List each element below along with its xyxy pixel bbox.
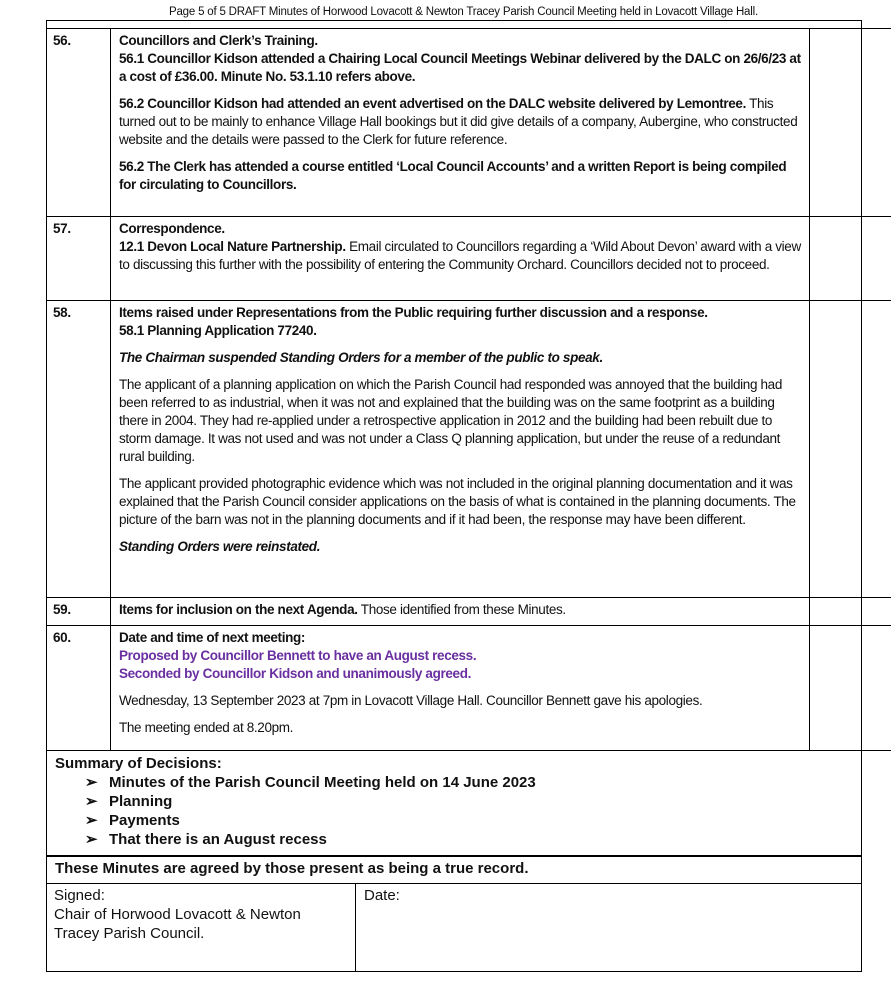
summary-item [85,773,853,792]
summary-item-text: Payments [109,812,180,829]
minute-row-58 [47,301,891,598]
minute-subheading: 58.1 Planning Application 77240. [119,323,317,338]
summary-of-decisions [46,753,862,856]
arrow-bullet-icon: ➢ [85,831,98,848]
summary-item [85,830,853,849]
summary-item [85,792,853,811]
minute-paragraph: The applicant of a planning application on which the Parish Council had responded was annoyed that the building had been referred to as industrial, when it was not and explained that the building was on the same footprint as a building there in 2004. They had re-applied under a retrospective application in 2012 and the building had been rebuilt due to storm damage. It was not used and was not under a Class Q planning application, but under the reuse of a redundant rural building. [119,377,782,464]
minute-paragraph [119,95,803,149]
summary-item-text: Minutes of the Parish Council Meeting held on 14 June 2023 [109,774,536,791]
minute-row-57 [47,217,891,301]
minute-subheading: 12.1 Devon Local Nature Partnership. [119,239,346,254]
minute-row-56 [47,29,891,217]
page-header-text: Page 5 of 5 DRAFT Minutes of Horwood Lovacott & Newton Tracey Parish Council Meeting held in Lovacott Village Hall. [169,6,758,18]
minute-side-column [810,301,891,598]
minute-row-59 [47,598,891,626]
minute-side-column [810,598,891,626]
summary-list [55,773,853,849]
summary-item-text: Planning [109,793,173,810]
minute-body [111,598,810,626]
signed-label: Signed: [54,887,105,904]
agreement-statement: These Minutes are agreed by those present as being a true record. [46,856,862,884]
minute-title: Items for inclusion on the next Agenda. [119,602,358,617]
minute-note: The Chairman suspended Standing Orders for a member of the public to speak. [119,350,603,365]
signature-row [46,884,862,972]
minute-body [111,217,810,301]
minute-number: 56. [47,29,111,217]
minute-number: 60. [47,626,111,751]
minute-title: Correspondence. [119,221,225,236]
minute-row-60 [47,626,891,751]
summary-item [85,811,853,830]
minute-title: Date and time of next meeting: [119,630,306,645]
signed-line: Chair of Horwood Lovacott & Newton [54,906,301,923]
minute-paragraph: Wednesday, 13 September 2023 at 7pm in Lovacott Village Hall. Councillor Bennett gave his apologies. [119,693,703,708]
minute-text: Email circulated to Councillors regarding a ‘Wild About Devon’ award with a view to discussing this further with the possibility of entering the Community Orchard. Councillors decided not to proceed. [119,239,801,272]
minute-paragraph: The meeting ended at 8.20pm. [119,720,294,735]
motion-seconded: Seconded by Councillor Kidson and unanimously agreed. [119,666,472,681]
minute-number: 58. [47,301,111,598]
minute-subheading: 56.2 Councillor Kidson had attended an event advertised on the DALC website delivered by Lemontree. [119,96,746,111]
minute-paragraph [119,601,803,619]
minute-note: Standing Orders were reinstated. [119,539,321,554]
page-header [0,6,891,18]
minute-paragraph: 56.1 Councillor Kidson attended a Chairing Local Council Meetings Webinar delivered by the DALC on 26/6/23 at a cost of £36.00. Minute No. 53.1.10 refers above. [119,51,801,84]
arrow-bullet-icon: ➢ [85,793,98,810]
minute-number: 59. [47,598,111,626]
minute-title: Councillors and Clerk’s Training. [119,33,318,48]
minute-paragraph: 56.2 The Clerk has attended a course entitled ‘Local Council Accounts’ and a written Report is being compiled for circulating to Councillors. [119,159,787,192]
minute-paragraph: The applicant provided photographic evidence which was not included in the original planning documentation and it was explained that the Parish Council consider applications on the basis of what is contained in the planning documents. The picture of the barn was not in the planning documents and if it had been, the response may have been different. [119,476,796,527]
minute-body [111,301,810,598]
minute-number: 57. [47,217,111,301]
summary-heading: Summary of Decisions: [55,755,222,772]
minute-text: Those identified from these Minutes. [357,602,566,617]
minute-body [111,626,810,751]
signed-line: Tracey Parish Council. [54,925,205,942]
minute-text: This turned out to be mainly to enhance Village Hall bookings but it did give details of a company, Aubergine, who constructed website and the details were passed to the Clerk for future reference. [119,96,798,147]
signature-block [46,884,356,972]
minute-paragraph [119,238,803,274]
minute-side-column [810,29,891,217]
summary-item-text: That there is an August recess [109,831,327,848]
arrow-bullet-icon: ➢ [85,774,98,791]
date-label: Date: [364,887,400,904]
arrow-bullet-icon: ➢ [85,812,98,829]
minutes-table [46,28,891,751]
minute-body [111,29,810,217]
minute-side-column [810,626,891,751]
minute-side-column [810,217,891,301]
motion-proposed: Proposed by Councillor Bennett to have an August recess. [119,648,477,663]
minute-title: Items raised under Representations from the Public requiring further discussion and a response. [119,305,708,320]
